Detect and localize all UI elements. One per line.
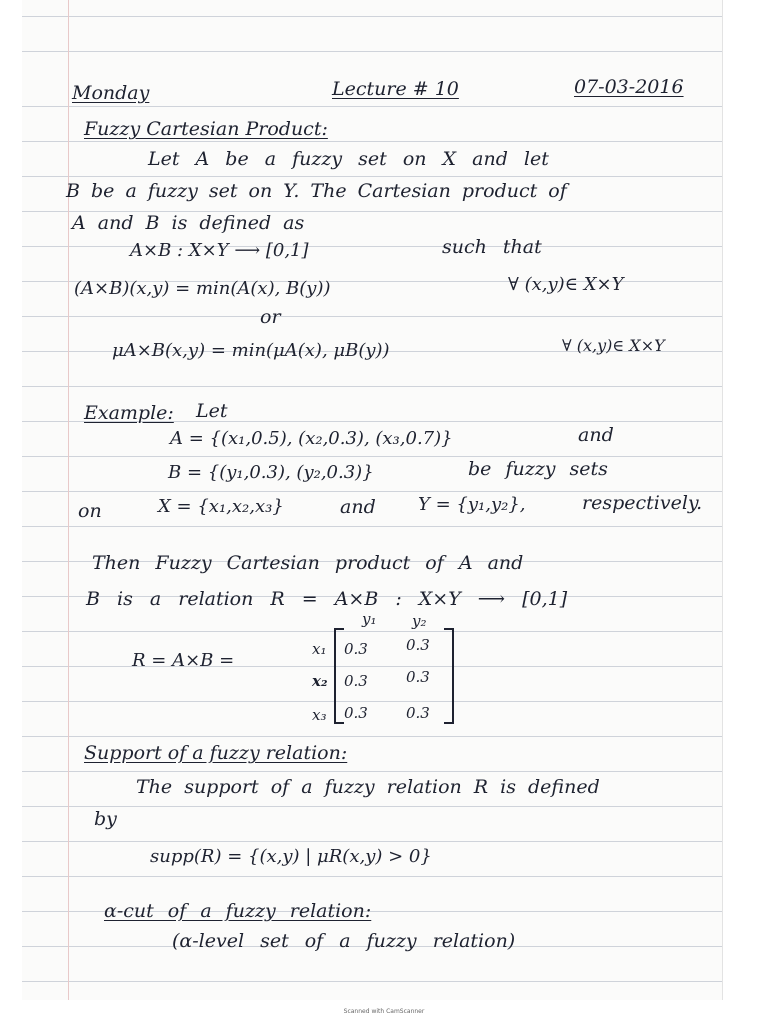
definition-mapping: A×B : X×Y ⟶ [0,1] (130, 240, 309, 261)
text-line: and (340, 496, 376, 518)
row-header: x₂ (312, 672, 328, 690)
matrix-cell: 0.3 (344, 704, 368, 722)
header-date: 07-03-2016 (574, 76, 684, 98)
equation-quantifier: ∀ (x,y)∈ X×Y (562, 336, 665, 355)
margin-line (68, 0, 69, 1000)
equation-support: supp(R) = {(x,y) | μR(x,y) > 0} (150, 846, 432, 867)
matrix-cell: 0.3 (344, 672, 368, 690)
text-line: on (78, 500, 102, 522)
set-X: X = {x₁,x₂,x₃} (158, 496, 284, 517)
equation-quantifier: ∀ (x,y)∈ X×Y (508, 274, 624, 295)
col-header: y₂ (412, 612, 427, 630)
text-line: respectively. (582, 492, 703, 514)
relation-matrix (334, 628, 454, 724)
matrix-cell: 0.3 (344, 640, 368, 658)
set-Y: Y = {y₁,y₂}, (418, 494, 526, 515)
text-line: by (94, 808, 117, 830)
section-title-cartesian: Fuzzy Cartesian Product: (84, 118, 328, 140)
text-line: B is a relation R = A×B : X×Y ⟶ [0,1] (86, 588, 568, 610)
example-label: Example: (84, 402, 174, 424)
text-line: Then Fuzzy Cartesian product of A and (92, 552, 524, 574)
matrix-cell: 0.3 (406, 636, 430, 654)
section-title-support: Support of a fuzzy relation: (84, 742, 348, 764)
matrix-cell: 0.3 (406, 668, 430, 686)
notebook-page (22, 0, 723, 1000)
col-header: y₁ (362, 610, 377, 628)
row-header: x₃ (312, 706, 327, 724)
equation-membership: μA×B(x,y) = min(μA(x), μB(y)) (112, 340, 390, 361)
text-line: Let (196, 400, 228, 422)
relation-label: R = A×B = (132, 650, 235, 671)
matrix-cell: 0.3 (406, 704, 430, 722)
text-line: such that (442, 236, 542, 258)
header-day: Monday (72, 82, 150, 104)
section-title-alpha-cut: α-cut of a fuzzy relation: (104, 900, 372, 922)
lecture-title: Lecture # 10 (332, 78, 459, 100)
scan-footer: Scanned with CamScanner (343, 1008, 425, 1015)
text-line: The support of a fuzzy relation R is defined (136, 776, 600, 798)
row-header: x₁ (312, 640, 327, 658)
text-line: B be a fuzzy set on Y. The Cartesian product of (66, 180, 567, 202)
text-line: A and B is defined as (72, 212, 305, 234)
set-B: B = {(y₁,0.3), (y₂,0.3)} (168, 462, 374, 483)
text-line: be fuzzy sets (468, 458, 608, 480)
text-line: Let A be a fuzzy set on X and let (148, 148, 549, 170)
text-or: or (260, 306, 281, 328)
text-line: and (578, 424, 614, 446)
set-A: A = {(x₁,0.5), (x₂,0.3), (x₃,0.7)} (170, 428, 453, 449)
equation-min: (A×B)(x,y) = min(A(x), B(y)) (74, 278, 331, 299)
text-line: (α-level set of a fuzzy relation) (172, 930, 516, 952)
